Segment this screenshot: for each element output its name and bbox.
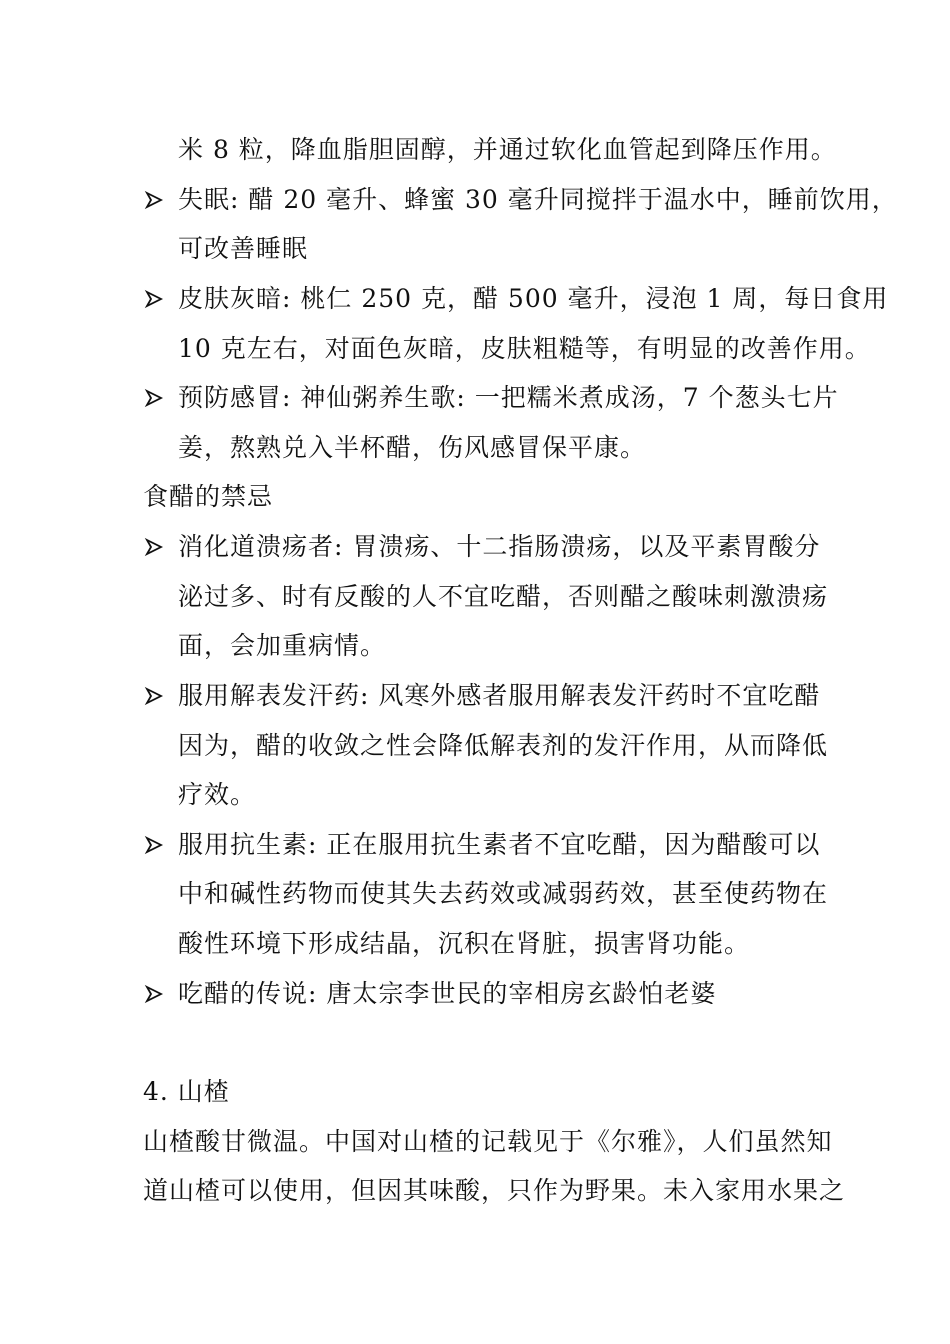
list-item-dull-skin: 皮肤灰暗: 桃仁 250 克，醋 500 毫升，浸泡 1 周，每日食用 [178, 284, 889, 313]
text-line: 可改善睡眠 [178, 234, 309, 263]
text-line: 酸性环境下形成结晶，沉积在肾脏，损害肾功能。 [178, 929, 751, 958]
text-line: 米 8 粒，降血脂胆固醇，并通过软化血管起到降压作用。 [178, 135, 837, 164]
text-line: 泌过多、时有反酸的人不宜吃醋，否则醋之酸味刺激溃疡 [178, 582, 829, 611]
text-line: 10 克左右，对面色灰暗，皮肤粗糙等，有明显的改善作用。 [178, 334, 871, 363]
arrowhead-bullet-icon [144, 190, 164, 210]
list-item-insomnia: 失眠: 醋 20 毫升、蜂蜜 30 毫升同搅拌于温水中，睡前饮用， [178, 185, 898, 214]
text-line: 姜，熬熟兑入半杯醋，伤风感冒保平康。 [178, 433, 647, 462]
arrowhead-bullet-icon [144, 984, 164, 1004]
arrowhead-bullet-icon [144, 289, 164, 309]
section-heading: 食醋的禁忌 [143, 482, 274, 511]
arrowhead-bullet-icon [144, 537, 164, 557]
arrowhead-bullet-icon [144, 388, 164, 408]
list-item-cold-prevention: 预防感冒: 神仙粥养生歌: 一把糯米煮成汤，7 个葱头七片 [178, 383, 839, 412]
text-line: 疗效。 [178, 780, 257, 809]
paragraph-line: 道山楂可以使用，但因其味酸，只作为野果。未入家用水果之 [143, 1176, 846, 1205]
list-item-ulcer: 消化道溃疡者: 胃溃疡、十二指肠溃疡，以及平素胃酸分 [178, 532, 821, 561]
text-line: 因为，醋的收敛之性会降低解表剂的发汗作用，从而降低 [178, 731, 829, 760]
list-item-antibiotics: 服用抗生素: 正在服用抗生素者不宜吃醋，因为醋酸可以 [178, 830, 821, 859]
paragraph-line: 山楂酸甘微温。中国对山楂的记载见于《尔雅》，人们虽然知 [143, 1127, 833, 1156]
arrowhead-bullet-icon [144, 835, 164, 855]
list-item-sweating-medicine: 服用解表发汗药: 风寒外感者服用解表发汗药时不宜吃醋 [178, 681, 821, 710]
arrowhead-bullet-icon [144, 686, 164, 706]
text-line: 中和碱性药物而使其失去药效或减弱药效，甚至使药物在 [178, 879, 829, 908]
section-heading: 4. 山楂 [143, 1077, 230, 1106]
text-line: 面，会加重病情。 [178, 631, 387, 660]
list-item-legend: 吃醋的传说: 唐太宗李世民的宰相房玄龄怕老婆 [178, 979, 717, 1008]
